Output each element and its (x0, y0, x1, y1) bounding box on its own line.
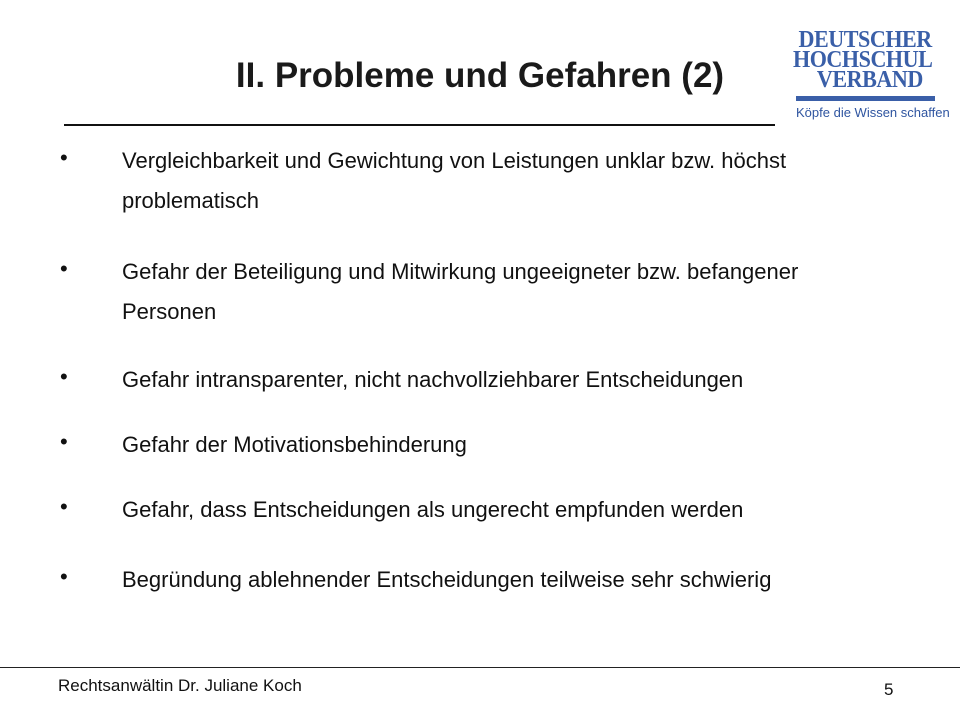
logo-line-3: VERBAND (816, 67, 923, 93)
logo-tagline: Köpfe die Wissen schaffen (796, 105, 950, 120)
bullet-marker: • (60, 145, 68, 170)
bullet-marker: • (60, 494, 68, 519)
logo-line-1: DEUTSCHER (798, 27, 932, 53)
footer-divider (0, 667, 960, 668)
bullet-text: Vergleichbarkeit und Gewichtung von Leistungen unklar bzw. höchst problematisch (122, 148, 787, 213)
logo-bar (796, 96, 935, 101)
bullet-text: Begründung ablehnender Entscheidungen teilweise sehr schwierig (122, 567, 772, 592)
deutscher-hochschulverband-logo (793, 27, 950, 120)
footer-author: Rechtsanwältin Dr. Juliane Koch (58, 676, 302, 695)
bullet-marker: • (60, 564, 68, 589)
bullet-marker: • (60, 256, 68, 281)
bullet-text: Gefahr der Beteiligung und Mitwirkung ungeeigneter bzw. befangener Personen (122, 259, 799, 324)
title-underline (64, 124, 775, 126)
bullet-text: Gefahr intransparenter, nicht nachvollziehbarer Entscheidungen (122, 367, 744, 392)
bullet-text: Gefahr, dass Entscheidungen als ungerecht empfunden werden (122, 497, 744, 522)
bullet-text: Gefahr der Motivationsbehinderung (122, 432, 467, 457)
slide-title: II. Probleme und Gefahren (2) (235, 56, 725, 95)
logo-line-2: HOCHSCHUL (793, 47, 933, 73)
bullet-marker: • (60, 364, 68, 389)
page-number: 5 (884, 680, 894, 699)
bullet-marker: • (60, 429, 68, 454)
